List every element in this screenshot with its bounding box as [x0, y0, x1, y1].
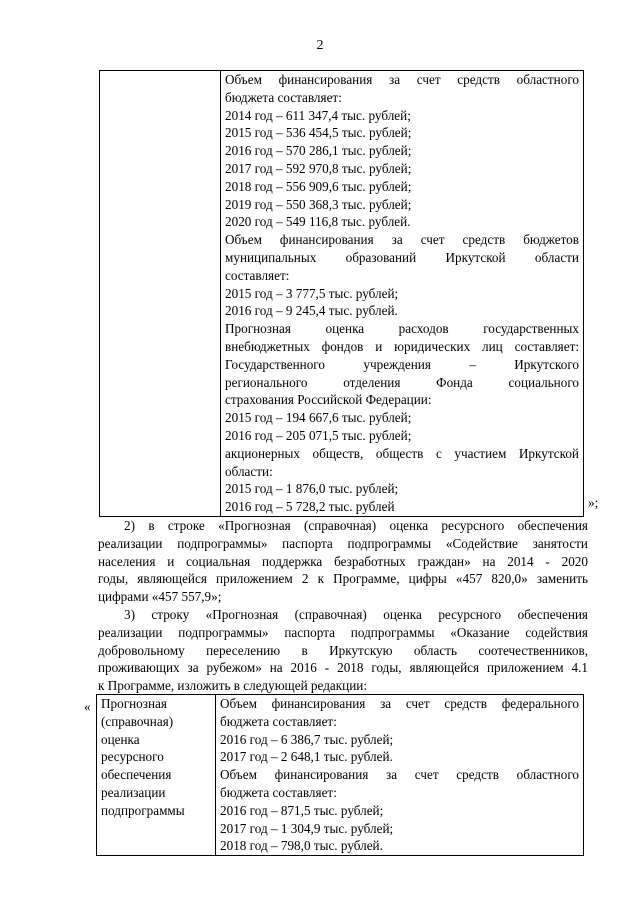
table-text-line: Объем финансирования за счет средств бюджетов — [225, 232, 579, 248]
paragraph-line: 3) строку «Прогнозная (справочная) оценка ресурсного обеспечения — [124, 607, 588, 622]
table-label-line: оценка — [101, 731, 140, 747]
closing-quote: »; — [588, 495, 599, 510]
table-text-line: Объем финансирования за счет средств федерального — [220, 696, 579, 711]
table-text-line: акционерных обществ, обществ с участием Иркутской — [225, 445, 579, 461]
table-label-line: ресурсного — [101, 749, 164, 765]
table-label-line: подпрограммы — [101, 802, 185, 818]
table-value-cell — [221, 71, 584, 517]
paragraph-3 — [98, 606, 588, 695]
table-label-cell — [100, 71, 221, 517]
table-text-line: 2018 год – 798,0 тыс. рублей. — [220, 838, 383, 854]
table-value-cell — [216, 695, 584, 856]
table-text-line: регионального отделения Фонда социального — [225, 374, 579, 390]
table-text-line: 2016 год – 871,5 тыс. рублей; — [220, 802, 384, 818]
table-text-line: области: — [225, 463, 273, 479]
table-text-line: 2016 год – 9 245,4 тыс. рублей. — [225, 303, 398, 319]
table-text-line: 2017 год – 2 648,1 тыс. рублей. — [220, 749, 393, 765]
table-text-line: бюджета составляет: — [225, 89, 342, 105]
table-text-line: 2015 год – 3 777,5 тыс. рублей; — [225, 285, 399, 301]
table-label-line: (справочная) — [101, 713, 174, 729]
table-text-line: составляет: — [225, 267, 290, 283]
table-text-line: Объем финансирования за счет средств областного — [220, 767, 579, 783]
opening-quote: « — [84, 699, 91, 714]
table-text-line: бюджета составляет: — [220, 784, 337, 800]
table-text-line: страхования Российской Федерации: — [225, 392, 432, 408]
table-label-line: реализации — [101, 784, 166, 800]
table-text-line: муниципальных образований Иркутской области — [225, 249, 579, 265]
table-label-line: Прогнозная — [101, 696, 167, 711]
table-text-line: 2019 год – 550 368,3 тыс. рублей; — [225, 196, 412, 212]
table-label-cell — [97, 695, 216, 856]
table-row — [100, 71, 584, 517]
table-text-line: Государственного учреждения – Иркутского — [225, 356, 579, 372]
table-text-line: 2016 год – 205 071,5 тыс. рублей; — [225, 427, 412, 443]
paragraph-line: проживающих за рубежом» на 2016 - 2018 годы, являющейся приложением 4.1 — [98, 660, 588, 676]
table-text-line: 2016 год – 5 728,2 тыс. рублей — [225, 499, 395, 515]
paragraph-line: 2) в строке «Прогнозная (справочная) оценка ресурсного обеспечения — [124, 518, 588, 533]
table-text-line: 2018 год – 556 909,6 тыс. рублей; — [225, 178, 412, 194]
table-text-line: 2016 год – 570 286,1 тыс. рублей; — [225, 143, 412, 159]
table-row — [97, 695, 584, 856]
table-text-line: внебюджетных фондов и юридических лиц составляет: — [225, 338, 579, 354]
paragraph-line: годы, являющейся приложением 2 к Программе, цифры «457 820,0» заменить — [98, 571, 588, 587]
table-text-line: Прогнозная оценка расходов государственных — [225, 321, 579, 337]
paragraph-line: реализации подпрограммы» паспорта подпрограммы «Содействие занятости — [98, 535, 588, 551]
table-label-line: обеспечения — [101, 767, 172, 783]
paragraph-line: добровольному переселению в Иркутскую область соотечественников, — [98, 642, 588, 658]
table-text-line: 2016 год – 6 386,7 тыс. рублей; — [220, 731, 394, 747]
funding-table-continued — [99, 70, 584, 517]
table-text-line: 2017 год – 592 970,8 тыс. рублей; — [225, 160, 412, 176]
paragraph-line: населения и социальная поддержка безработных граждан» на 2014 - 2020 — [98, 553, 588, 569]
funding-table-new-edition — [96, 694, 584, 856]
paragraph-line: к Программе, изложить в следующей редакции: — [98, 678, 367, 694]
table-text-line: бюджета составляет: — [220, 713, 337, 729]
paragraph-line: реализации подпрограммы» паспорта подпрограммы «Оказание содействия — [98, 624, 588, 640]
table-text-line: 2015 год – 536 454,5 тыс. рублей; — [225, 125, 412, 141]
table-text-line: Объем финансирования за счет средств областного — [225, 72, 579, 87]
paragraph-2 — [98, 517, 588, 606]
table-text-line: 2015 год – 194 667,6 тыс. рублей; — [225, 410, 412, 426]
table-text-line: 2015 год – 1 876,0 тыс. рублей; — [225, 481, 399, 497]
page-number: 2 — [316, 38, 324, 53]
table-text-line: 2020 год – 549 116,8 тыс. рублей. — [225, 214, 411, 230]
table-text-line: 2017 год – 1 304,9 тыс. рублей; — [220, 820, 394, 836]
paragraph-line: цифрами «457 557,9»; — [98, 589, 222, 605]
table-text-line: 2014 год – 611 347,4 тыс. рублей; — [225, 107, 411, 123]
